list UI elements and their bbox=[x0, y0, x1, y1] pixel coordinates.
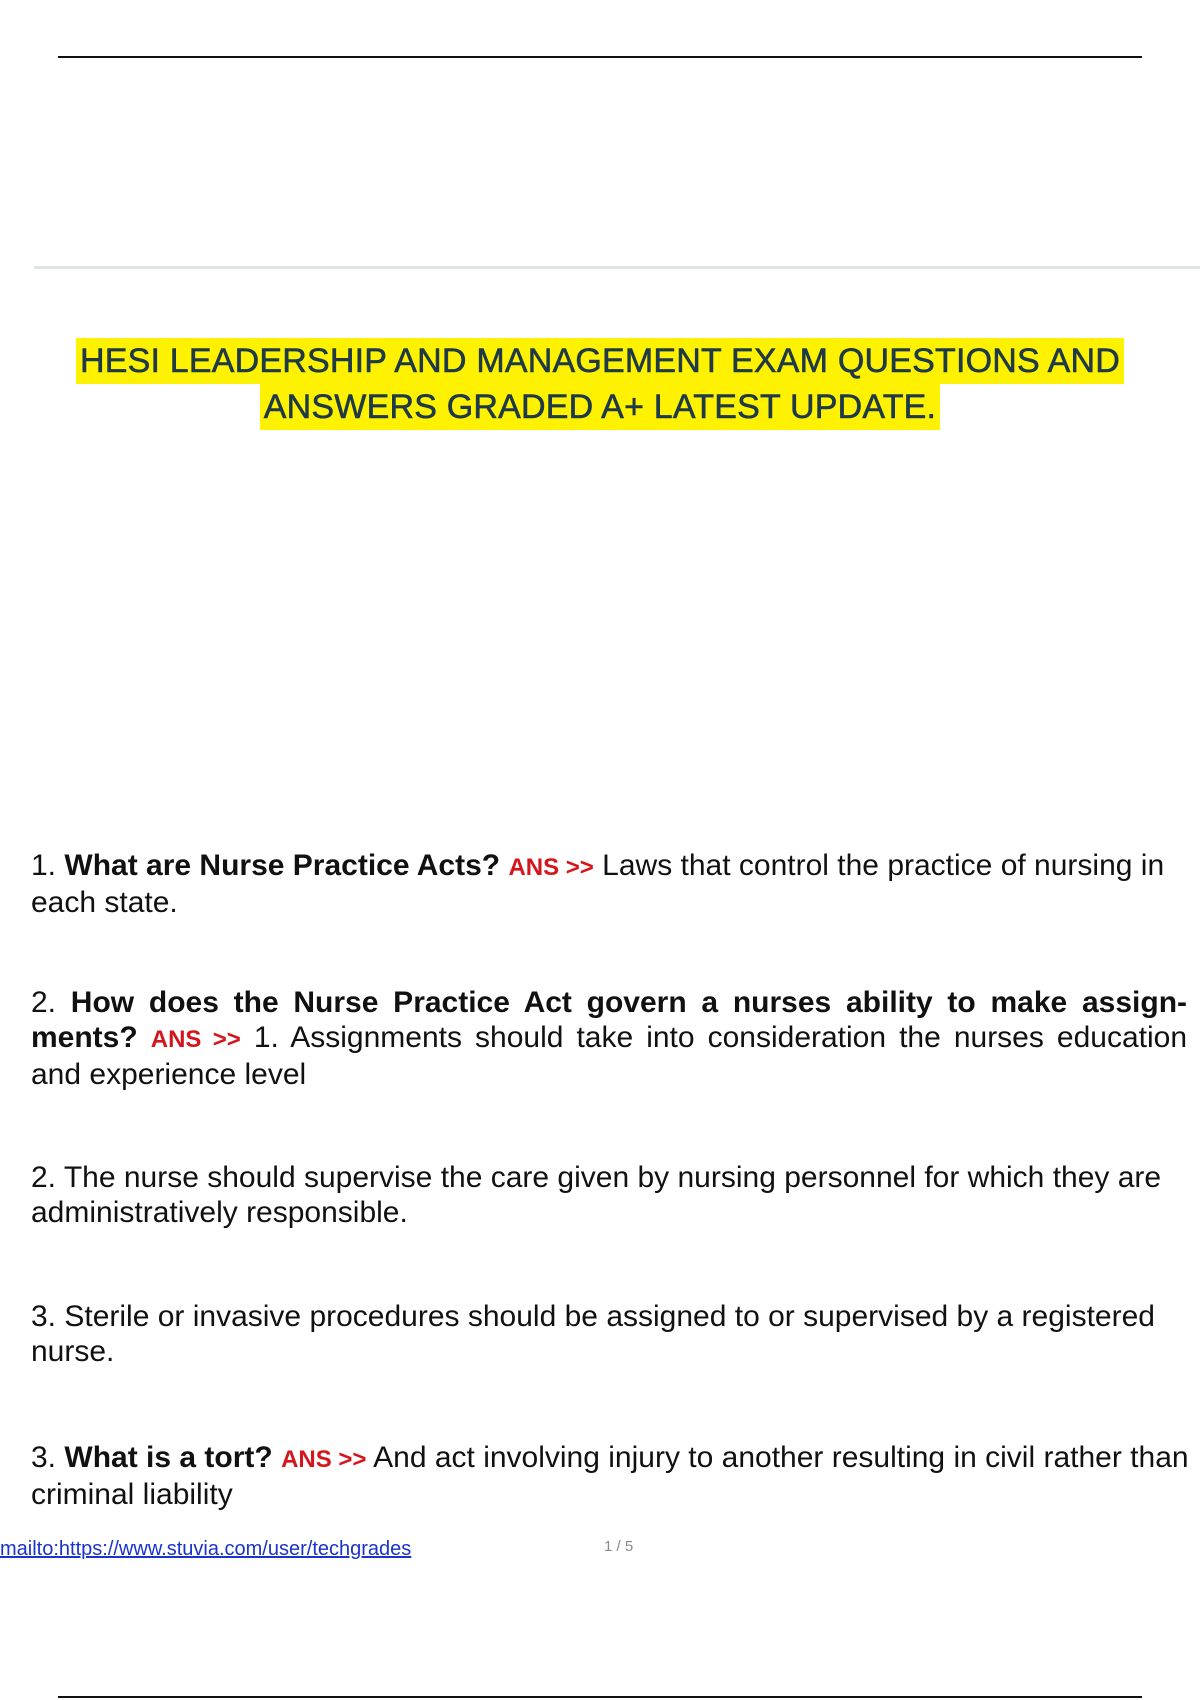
qa-item-3 bbox=[31, 1440, 1200, 1512]
answer-text: Laws that control the practice of nursing in each state. bbox=[31, 849, 1165, 919]
title-line-2: ANSWERS GRADED A+ LATEST UPDATE. bbox=[260, 384, 940, 430]
answer-text: 1. Assignments should take into consideration the nurses education and experience level bbox=[31, 1021, 1188, 1091]
continuation-text: 3. Sterile or invasive procedures should be assigned to or supervised by a registered nurse. bbox=[31, 1300, 1155, 1368]
qa-item-1 bbox=[31, 848, 1200, 920]
ans-marker: ANS >> bbox=[150, 1026, 241, 1053]
item-number: 2. bbox=[31, 986, 57, 1019]
ans-marker: ANS >> bbox=[281, 1446, 367, 1473]
question-text: What are Nurse Practice Acts? bbox=[64, 849, 501, 882]
document-title bbox=[40, 338, 1160, 430]
footer-mailto-link[interactable]: mailto:https://www.stuvia.com/user/techgrades bbox=[0, 1538, 412, 1560]
answer-continuation-3 bbox=[31, 1299, 1200, 1369]
page-number: 1 / 5 bbox=[604, 1538, 634, 1555]
continuation-text: 2. The nurse should supervise the care given by nursing personnel for which they are administratively responsible. bbox=[31, 1161, 1162, 1229]
item-number: 1. bbox=[31, 849, 57, 882]
ans-marker: ANS >> bbox=[508, 854, 594, 881]
question-text: How does the Nurse Practice Act govern a nurses ability to make assign-ments? bbox=[31, 986, 1188, 1054]
qa-item-2 bbox=[31, 985, 1187, 1092]
question-text: What is a tort? bbox=[64, 1441, 273, 1474]
answer-continuation-2 bbox=[31, 1160, 1200, 1230]
title-line-1: HESI LEADERSHIP AND MANAGEMENT EXAM QUESTIONS AND bbox=[76, 338, 1124, 384]
header-divider bbox=[34, 266, 1200, 269]
item-number: 3. bbox=[31, 1441, 57, 1474]
answer-text: And act involving injury to another resulting in civil rather than criminal liability bbox=[31, 1441, 1189, 1511]
top-rule bbox=[58, 56, 1142, 58]
bottom-rule bbox=[58, 1696, 1142, 1698]
